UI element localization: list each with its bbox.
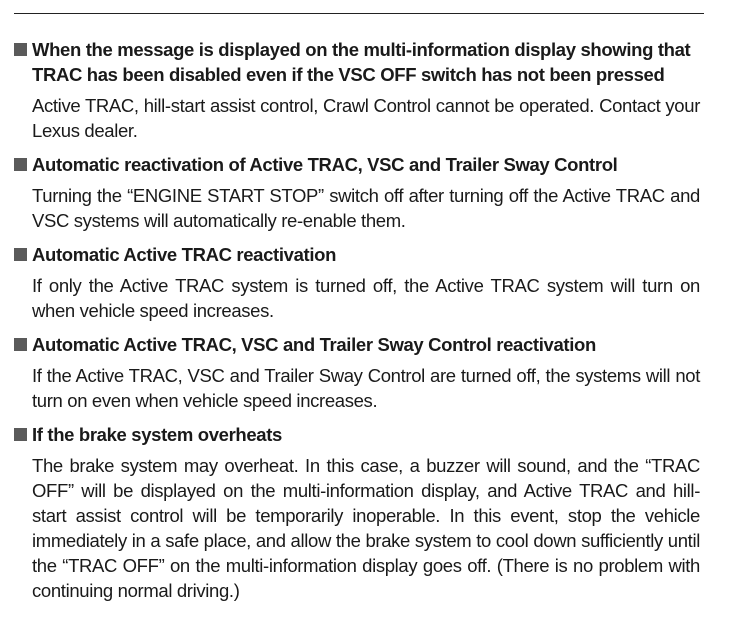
section-trac-disabled-message <box>14 37 700 143</box>
square-bullet-icon <box>14 43 27 56</box>
section-heading-text: Automatic Active TRAC, VSC and Trailer Sway Control reactivation <box>32 334 596 355</box>
section-body: If the Active TRAC, VSC and Trailer Sway Control are turned off, the systems will not turn on even when vehicle speed increases. <box>32 365 700 411</box>
document-content <box>14 37 700 603</box>
square-bullet-icon <box>14 338 27 351</box>
section-trac-vsc-trailer-reactivation <box>14 332 700 413</box>
section-body: The brake system may overheat. In this case, a buzzer will sound, and the “TRAC OFF” will be displayed on the multi-information display, and Active TRAC and hill-start assist control will be temporarily inoperable. In this event, stop the vehicle immediately in a safe place, and allow the brake system to cool down sufficiently until the “TRAC OFF” on the multi-information display goes off. (There is no problem with continuing normal driving.) <box>32 455 700 601</box>
section-brake-overheat <box>14 422 700 603</box>
section-automatic-reactivation <box>14 152 700 233</box>
section-body: Active TRAC, hill-start assist control, Crawl Control cannot be operated. Contact your Lexus dealer. <box>32 95 700 141</box>
section-heading-text: If the brake system overheats <box>32 424 282 445</box>
section-heading <box>14 37 700 87</box>
square-bullet-icon <box>14 428 27 441</box>
section-heading-text: When the message is displayed on the multi-information display showing that TRAC has been disabled even if the VSC OFF switch has not been pressed <box>32 39 691 85</box>
square-bullet-icon <box>14 248 27 261</box>
section-heading-text: Automatic reactivation of Active TRAC, VSC and Trailer Sway Control <box>32 154 618 175</box>
square-bullet-icon <box>14 158 27 171</box>
top-divider <box>14 13 704 14</box>
section-active-trac-reactivation <box>14 242 700 323</box>
section-body: Turning the “ENGINE START STOP” switch off after turning off the Active TRAC and VSC systems will automatically re-enable them. <box>32 185 700 231</box>
section-heading-text: Automatic Active TRAC reactivation <box>32 244 337 265</box>
section-heading <box>14 332 700 357</box>
section-heading <box>14 422 700 447</box>
section-body: If only the Active TRAC system is turned off, the Active TRAC system will turn on when vehicle speed increases. <box>32 275 700 321</box>
section-heading <box>14 152 700 177</box>
section-heading <box>14 242 700 267</box>
